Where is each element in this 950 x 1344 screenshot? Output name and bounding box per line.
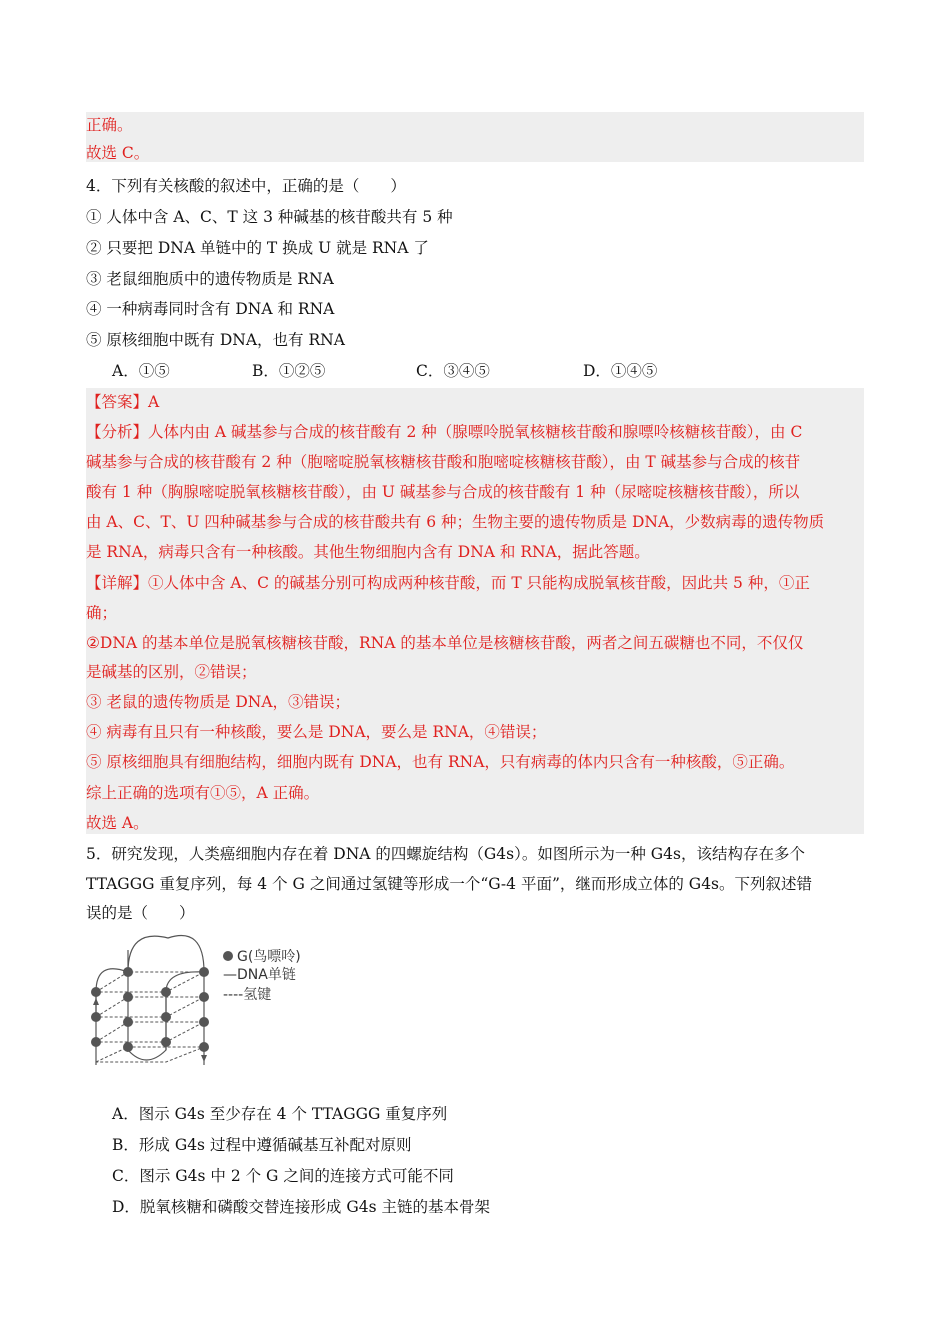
q4-item-3: ③ 老鼠细胞质中的遗传物质是 RNA (86, 270, 334, 288)
q4-analysis-1: 【分析】人体内由 A 碱基参与合成的核苷酸有 2 种（腺嘌呤脱氧核糖核苷酸和腺嘌呤核糖核苷酸），由 C (86, 423, 803, 441)
q4-analysis-3: 酸有 1 种（胸腺嘧啶脱氧核糖核苷酸），由 U 碱基参与合成的核苷酸有 1 种（尿嘧啶核糖核苷酸），所以 (86, 483, 800, 501)
q5-stem-2: TTAGGG 重复序列，每 4 个 G 之间通过氢键等形成一个“G-4 平面”，继而形成立体的 G4s。下列叙述错 (86, 875, 813, 893)
prev-line-1: 正确。 (86, 116, 133, 134)
g4s-structure-diagram (86, 930, 326, 1065)
q5-option-d: D．脱氧核糖和磷酸交替连接形成 G4s 主链的基本骨架 (112, 1198, 490, 1216)
q5-stem-3: 误的是（ ） (86, 904, 195, 922)
legend-g-dot (223, 951, 233, 961)
q4-detail-7: ⑤ 原核细胞具有细胞结构，细胞内既有 DNA，也有 RNA，只有病毒的体内只含有一种核酸，⑤正确。 (86, 753, 795, 771)
q4-item-1: ① 人体中含 A、C、T 这 3 种碱基的核苷酸共有 5 种 (86, 208, 453, 226)
q4-item-4: ④ 一种病毒同时含有 DNA 和 RNA (86, 300, 335, 318)
q4-analysis-5: 是 RNA，病毒只含有一种核酸。其他生物细胞内含有 DNA 和 RNA，据此答题。 (86, 543, 650, 561)
q5-option-a: A．图示 G4s 至少存在 4 个 TTAGGG 重复序列 (112, 1105, 448, 1123)
q4-detail-8: 综上正确的选项有①⑤，A 正确。 (86, 784, 320, 802)
q4-detail-1: 【详解】①人体中含 A、C 的碱基分别可构成两种核苷酸，而 T 只能构成脱氧核苷酸，因此共 5 种，①正 (86, 574, 810, 592)
q4-stem: 4．下列有关核酸的叙述中，正确的是（ ） (86, 177, 406, 195)
q4-item-2: ② 只要把 DNA 单链中的 T 换成 U 就是 RNA 了 (86, 239, 429, 257)
legend-dna-strand: —DNA单链 (223, 967, 296, 983)
q5-stem-1: 5．研究发现，人类癌细胞内存在着 DNA 的四螺旋结构（G4s）。如图所示为一种 G4s，该结构存在多个 (86, 845, 805, 863)
q4-detail-3: ②DNA 的基本单位是脱氧核糖核苷酸，RNA 的基本单位是核糖核苷酸，两者之间五碳糖也不同，不仅仅 (86, 634, 804, 652)
q4-analysis-2: 碱基参与合成的核苷酸有 2 种（胞嘧啶脱氧核糖核苷酸和胞嘧啶核糖核苷酸），由 T 碱基参与合成的核苷 (86, 453, 801, 471)
hydrogen-bonds (96, 972, 204, 1062)
q4-detail-6: ④ 病毒有且只有一种核酸，要么是 DNA，要么是 RNA，④错误； (86, 723, 547, 741)
q4-detail-5: ③ 老鼠的遗传物质是 DNA，③错误； (86, 693, 351, 711)
q4-option-a: A．①⑤ (112, 362, 170, 380)
q4-item-5: ⑤ 原核细胞中既有 DNA，也有 RNA (86, 331, 345, 349)
legend-guanine: G(鸟嘌呤) (237, 949, 301, 965)
guanine-nodes (91, 967, 209, 1052)
q4-option-c: C．③④⑤ (416, 362, 490, 380)
prev-line-2: 故选 C。 (86, 144, 150, 162)
prev-solution-block (86, 112, 864, 162)
q4-answer: 【答案】A (86, 393, 160, 411)
q4-detail-2: 确； (86, 604, 118, 622)
q5-option-b: B．形成 G4s 过程中遵循碱基互补配对原则 (112, 1136, 412, 1154)
q4-option-b: B．①②⑤ (252, 362, 326, 380)
q5-option-c: C．图示 G4s 中 2 个 G 之间的连接方式可能不同 (112, 1167, 454, 1185)
legend-hydrogen-bond: ----氢键 (223, 987, 272, 1003)
q4-option-d: D．①④⑤ (583, 362, 658, 380)
q4-detail-4: 是碱基的区别，②错误； (86, 663, 257, 681)
dna-single-strand (96, 936, 204, 1065)
q4-analysis-4: 由 A、C、T、U 四种碱基参与合成的核苷酸共有 6 种；生物主要的遗传物质是 DNA，少数病毒的遗传物质 (86, 513, 825, 531)
q4-detail-9: 故选 A。 (86, 814, 149, 832)
